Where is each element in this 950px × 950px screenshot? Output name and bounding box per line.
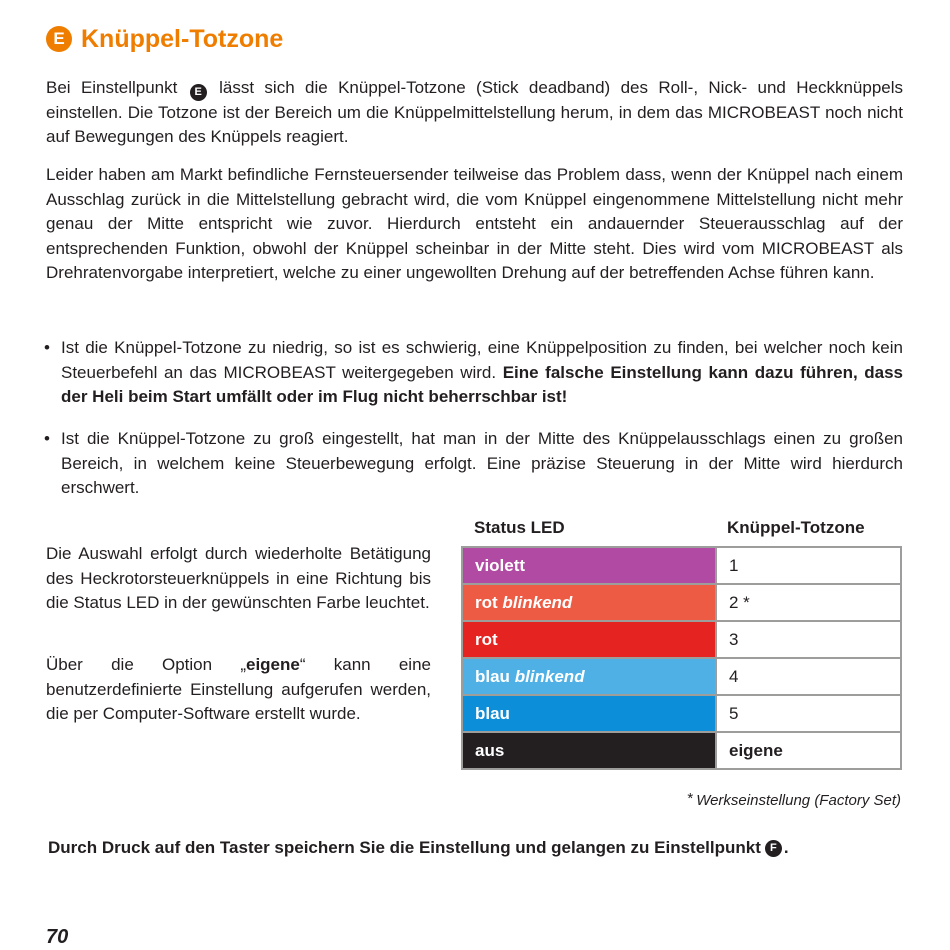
bullet-text: Ist die Knüppel-Totzone zu groß eingestellt, hat man in der Mitte des Knüppelausschlags einen zu großen Bereich, in welchem keine Steuerbewegung erfolgt. Eine präzise Steuerung in der Mitte wird hierdurch erschwert. xyxy=(61,429,903,497)
section-title-text: Knüppel-Totzone xyxy=(81,24,284,53)
intro-text-end: lässt sich die Knüppel-Totzone (Stick deadband) des Roll-, Nick- und Heckknüppels einstellen. Die Totzone ist der Bereich um die Knüppelmittelstellung herum, in dem das MICROBEAST noch nicht auf Bewegungen des Knüppels reagiert. xyxy=(46,78,904,147)
led-color-label: rot xyxy=(475,629,498,649)
intro-text-start: Bei Einstellpunkt xyxy=(46,78,188,97)
table-row xyxy=(462,584,901,621)
bullet-item-low xyxy=(44,336,903,410)
led-color-cell xyxy=(462,621,716,658)
led-color-label: rot xyxy=(475,592,498,612)
footnote-text: Werkseinstellung (Factory Set) xyxy=(696,792,901,809)
factory-footnote xyxy=(687,790,901,809)
led-color-cell xyxy=(462,732,716,769)
table-header-deadband: Knüppel-Totzone xyxy=(727,518,865,537)
led-color-cell xyxy=(462,547,716,584)
led-deadband-table xyxy=(461,546,902,770)
deadband-value-cell: 4 xyxy=(716,658,901,695)
page-number: 70 xyxy=(46,926,69,948)
custom-text-end: “ kann eine benutzerdefinierte Einstellung aufgerufen werden, die per Computer-Software erstellt wurde. xyxy=(46,655,431,723)
selection-paragraph: Die Auswahl erfolgt durch wiederholte Betätigung des Heckrotorsteuerknüppels in eine Richtung bis die Status LED in der gewünschten Farbe leuchtet. xyxy=(46,544,431,612)
led-color-cell xyxy=(462,695,716,732)
intro-paragraph xyxy=(46,76,903,150)
led-mode-label: blinkend xyxy=(502,592,573,612)
table-row xyxy=(462,695,901,732)
led-color-label: blau xyxy=(475,666,510,686)
section-title xyxy=(46,22,283,56)
section-letter-badge: E xyxy=(46,26,72,52)
bullet-marker: • xyxy=(44,338,50,357)
bullet-item-high xyxy=(44,427,903,501)
led-color-label: violett xyxy=(475,555,526,575)
footnote-star: * xyxy=(687,790,694,807)
led-mode-label: blinkend xyxy=(514,666,585,686)
table-row xyxy=(462,621,901,658)
bullet-text: Ist die Knüppel-Totzone zu niedrig, so ist es schwierig, eine Knüppelposition zu finden, bei welcher noch kein Steuerbefehl an das MICROBEAST weitergegeben wird. xyxy=(61,338,903,382)
table-header-status-led: Status LED xyxy=(474,518,565,537)
led-color-label: aus xyxy=(475,740,505,760)
led-color-cell xyxy=(462,584,716,621)
deadband-value-cell: 2 * xyxy=(716,584,901,621)
save-instruction xyxy=(48,838,789,858)
setting-point-badge: E xyxy=(190,84,207,101)
custom-text-start: Über die Option „ xyxy=(46,655,246,674)
save-instruction-end: . xyxy=(783,838,789,857)
custom-option-name: eigene xyxy=(246,655,300,674)
table-row xyxy=(462,732,901,769)
table-row xyxy=(462,547,901,584)
deadband-value-cell: 3 xyxy=(716,621,901,658)
bullet-warning: Eine falsche Einstellung kann dazu führen, dass der Heli beim Start umfällt oder im Flug nicht beherrschbar ist! xyxy=(61,362,903,406)
save-instruction-text: Durch Druck auf den Taster speichern Sie die Einstellung und gelangen zu Einstellpunkt xyxy=(48,838,761,857)
deadband-value-cell: eigene xyxy=(716,732,901,769)
bullet-marker: • xyxy=(44,429,50,448)
table-row xyxy=(462,658,901,695)
next-point-badge: F xyxy=(765,840,782,857)
deadband-value-cell: 1 xyxy=(716,547,901,584)
custom-option-paragraph xyxy=(46,653,431,727)
problem-paragraph: Leider haben am Markt befindliche Fernsteuersender teilweise das Problem dass, wenn der Knüppel nach einem Ausschlag zurück in die Mittelstellung gebracht wird, die vom Knüppel eingenommene Mittelstellung nicht mehr genau der Mitte entspricht wie zuvor. Hierdurch entsteht ein andauernder Steuerausschlag auf der entsprechenden Funktion, obwohl der Knüppel scheinbar in der Mitte steht. Dies wird vom MICROBEAST als Drehratenvorgabe interpretiert, welche zu einer ungewollten Drehung auf der betreffenden Achse führen kann. xyxy=(46,165,903,282)
led-color-cell xyxy=(462,658,716,695)
deadband-value-cell: 5 xyxy=(716,695,901,732)
led-color-label: blau xyxy=(475,703,510,723)
